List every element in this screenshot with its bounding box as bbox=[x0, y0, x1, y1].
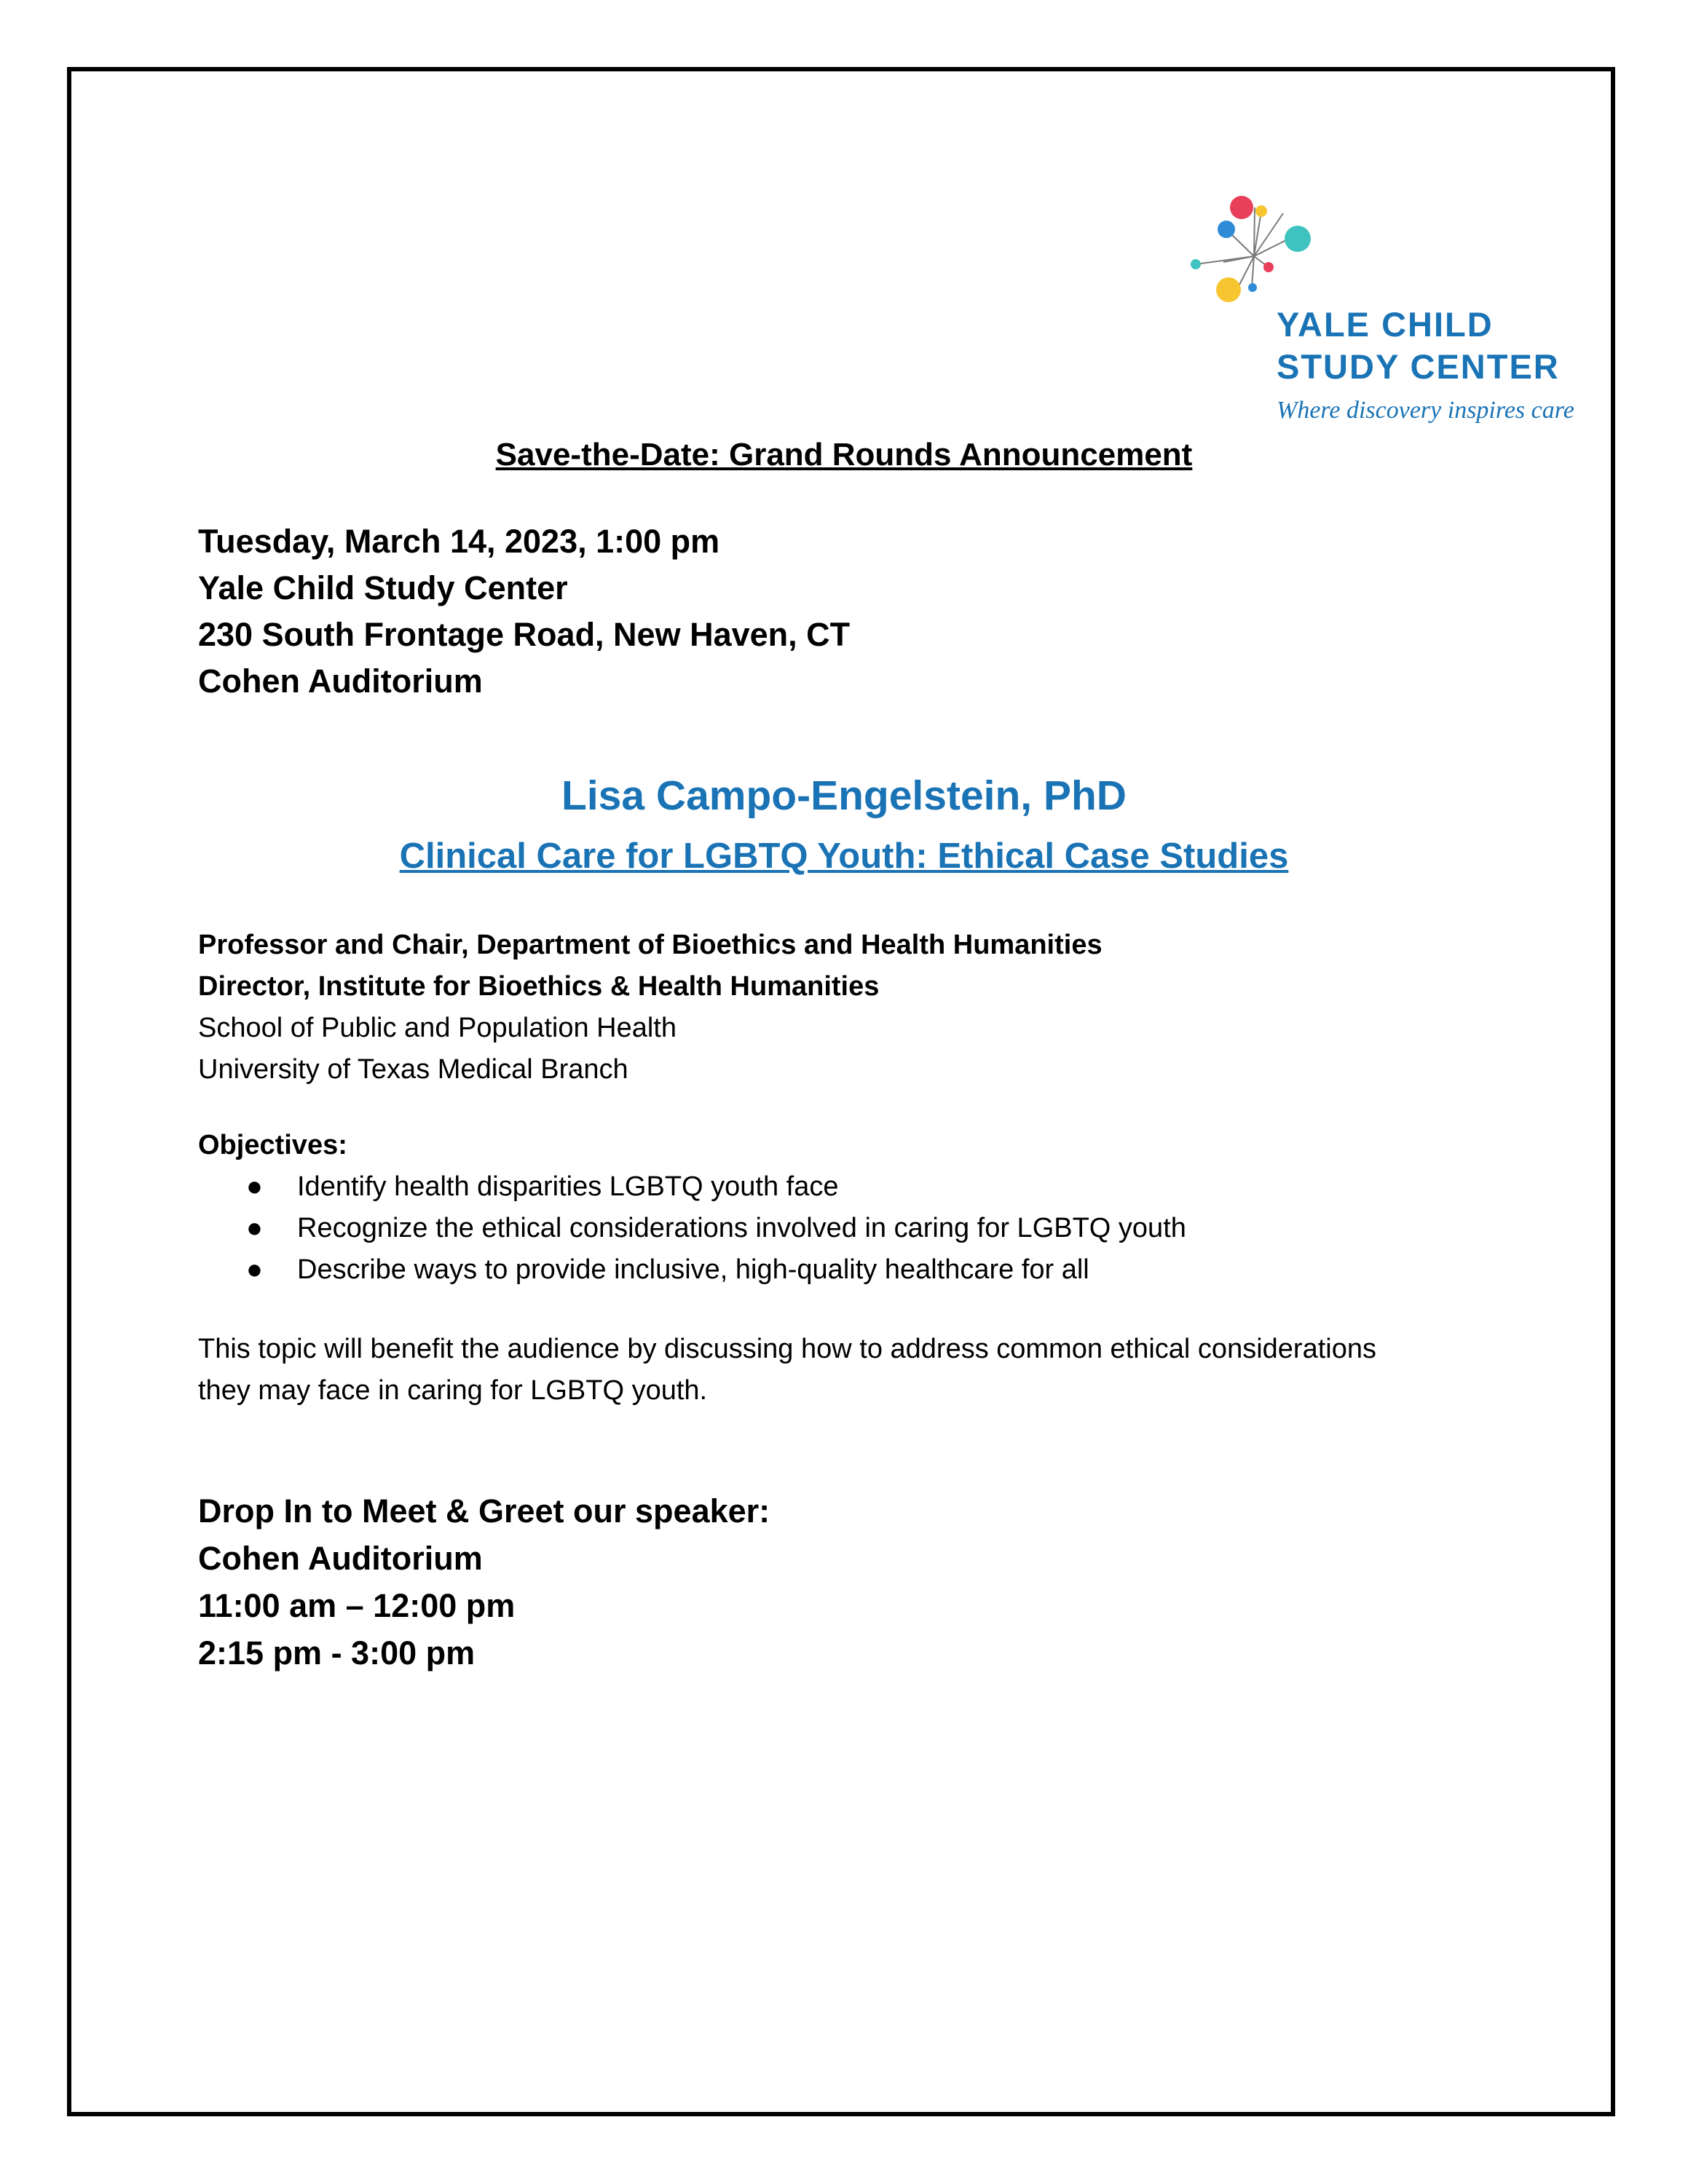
logo-title bbox=[1277, 304, 1560, 388]
event-datetime: Tuesday, March 14, 2023, 1:00 pm bbox=[198, 523, 720, 560]
talk-title: Clinical Care for LGBTQ Youth: Ethical Case Studies bbox=[399, 836, 1289, 876]
yale-child-study-center-logo bbox=[1183, 193, 1606, 437]
list-item bbox=[198, 1166, 1186, 1208]
affiliation-line: School of Public and Population Health bbox=[198, 1013, 677, 1043]
announcement-heading: Save-the-Date: Grand Rounds Announcement bbox=[495, 437, 1193, 472]
affiliation-line: University of Texas Medical Branch bbox=[198, 1054, 628, 1085]
event-address: 230 South Frontage Road, New Haven, CT bbox=[198, 616, 851, 653]
meet-greet-title: Drop In to Meet & Greet our speaker: bbox=[198, 1492, 770, 1530]
affiliation-line: Professor and Chair, Department of Bioethics and Health Humanities bbox=[198, 930, 1103, 960]
starburst-icon bbox=[1183, 193, 1329, 309]
event-venue: Yale Child Study Center bbox=[198, 569, 568, 606]
speaker-affiliations bbox=[198, 925, 1103, 1091]
benefit-paragraph: This topic will benefit the audience by discussing how to address common ethical considerations they may face in caring for LGBTQ youth. bbox=[198, 1334, 1376, 1406]
list-item bbox=[198, 1249, 1186, 1291]
meet-greet-location: Cohen Auditorium bbox=[198, 1540, 483, 1577]
objective-text: Recognize the ethical considerations involved in caring for LGBTQ youth bbox=[297, 1213, 1186, 1243]
event-details bbox=[198, 518, 850, 705]
affiliation-line: Director, Institute for Bioethics & Health Humanities bbox=[198, 971, 880, 1002]
objective-text: Describe ways to provide inclusive, high-quality healthcare for all bbox=[297, 1254, 1089, 1285]
logo-title-line-1: YALE CHILD bbox=[1277, 305, 1494, 344]
event-room: Cohen Auditorium bbox=[198, 662, 483, 700]
objectives-label: Objectives: bbox=[198, 1130, 347, 1160]
objectives-list bbox=[198, 1166, 1186, 1291]
meet-greet-time: 11:00 am – 12:00 pm bbox=[198, 1587, 516, 1624]
logo-title-line-2: STUDY CENTER bbox=[1277, 347, 1560, 386]
meet-greet-time: 2:15 pm - 3:00 pm bbox=[198, 1634, 476, 1671]
speaker-name: Lisa Campo-Engelstein, PhD bbox=[561, 772, 1127, 819]
objectives-section bbox=[198, 1125, 1186, 1291]
list-item bbox=[198, 1208, 1186, 1249]
bullet-icon: ● bbox=[246, 1213, 263, 1243]
bullet-icon: ● bbox=[246, 1254, 263, 1285]
bullet-icon: ● bbox=[246, 1171, 263, 1202]
logo-tagline: Where discovery inspires care bbox=[1277, 397, 1574, 424]
meet-and-greet bbox=[198, 1487, 770, 1677]
objective-text: Identify health disparities LGBTQ youth face bbox=[297, 1171, 839, 1202]
